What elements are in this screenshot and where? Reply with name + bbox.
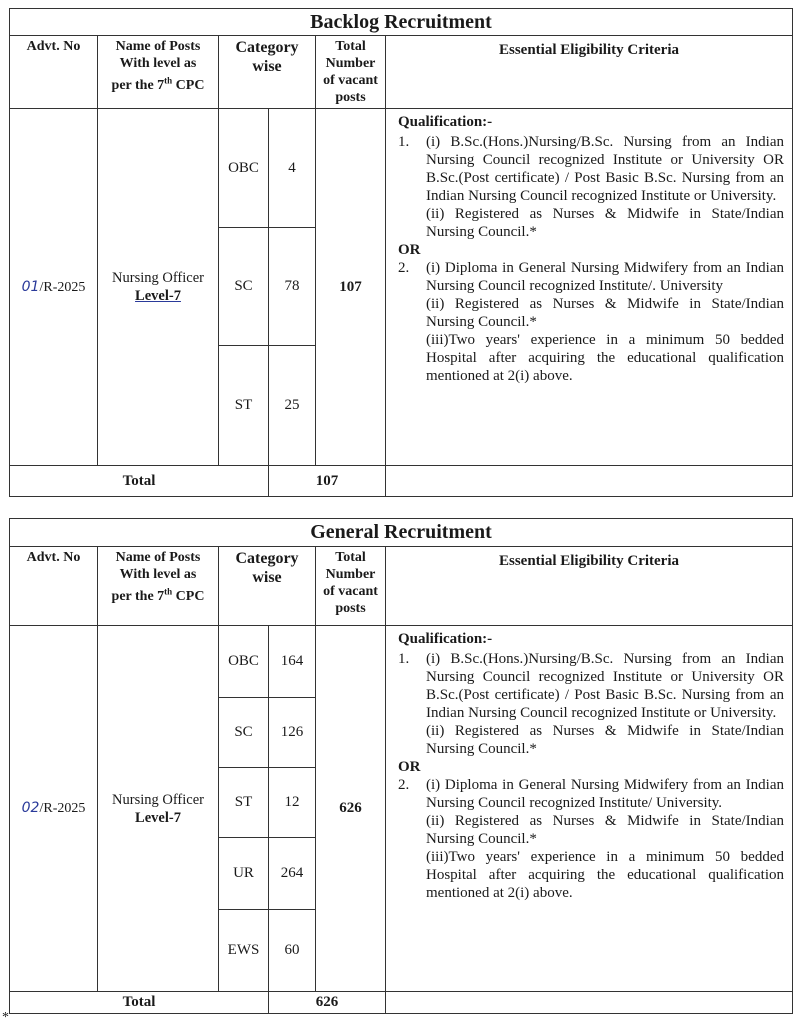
header-name-of-posts: Name of Posts With level as per the 7th CPC (98, 36, 219, 109)
header-category-wise: Category wise (219, 36, 316, 109)
category-count: 60 (269, 910, 316, 992)
total-value: 626 (269, 992, 386, 1014)
eligibility-criteria: Qualification:- 1. (i) B.Sc.(Hons.)Nursing/B.Sc. Nursing from an Indian Nursing Council recognized Institute or University OR B.Sc.(Post certificate) / Post Basic B.Sc. Nursing from an Indian Nursing Council recognized Institute or University. (ii) Registered as Nurses & Midwife in State/Indian Nursing Council.* OR 2. (i) Diploma in General Nursing Midwifery from an Indian Nursing Council recognized Institute/ University. (ii) Registered as Nurses & Midwife in State/Indian Nursing Council.* (iii)Two years' experience in a minimum 50 bedded Hospital after acquiring the educational qualification mentioned at 2(i) above. (386, 626, 793, 992)
total-empty-cell (386, 992, 793, 1014)
category-count: 164 (269, 626, 316, 698)
category-name: SC (219, 698, 269, 768)
category-count: 12 (269, 768, 316, 838)
category-count: 126 (269, 698, 316, 768)
category-name: SC (219, 228, 269, 346)
category-name: OBC (219, 109, 269, 228)
category-count: 4 (269, 109, 316, 228)
total-value: 107 (269, 466, 386, 497)
advt-number: 01/R-2025 (10, 109, 98, 466)
total-label: Total (10, 992, 269, 1014)
header-total-vacant: Total Number of vacant posts (316, 547, 386, 626)
header-eligibility-criteria: Essential Eligibility Criteria (386, 36, 793, 109)
header-total-vacant: Total Number of vacant posts (316, 36, 386, 109)
general-title: General Recruitment (10, 519, 793, 547)
footnote-asterisk: * (2, 1010, 9, 1025)
category-count: 264 (269, 838, 316, 910)
header-category-wise: Category wise (219, 547, 316, 626)
category-count: 25 (269, 346, 316, 466)
total-vacant-posts: 107 (316, 109, 386, 466)
category-name: EWS (219, 910, 269, 992)
category-name: ST (219, 768, 269, 838)
general-recruitment-table (9, 518, 793, 1014)
backlog-recruitment-table (9, 8, 793, 497)
handwritten-advt-prefix: 01 (21, 278, 40, 295)
post-name: Nursing Officer Level-7 (98, 109, 219, 466)
category-name: OBC (219, 626, 269, 698)
category-name: ST (219, 346, 269, 466)
header-eligibility-criteria: Essential Eligibility Criteria (386, 547, 793, 626)
total-vacant-posts: 626 (316, 626, 386, 992)
header-name-of-posts: Name of Posts With level as per the 7th CPC (98, 547, 219, 626)
total-empty-cell (386, 466, 793, 497)
backlog-title: Backlog Recruitment (10, 9, 793, 36)
advt-number: 02/R-2025 (10, 626, 98, 992)
category-count: 78 (269, 228, 316, 346)
handwritten-advt-prefix: 02 (21, 800, 40, 816)
category-name: UR (219, 838, 269, 910)
header-advt-no: Advt. No (10, 547, 98, 626)
total-label: Total (10, 466, 269, 497)
post-name: Nursing Officer Level-7 (98, 626, 219, 992)
eligibility-criteria: Qualification:- 1. (i) B.Sc.(Hons.)Nursing/B.Sc. Nursing from an Indian Nursing Council recognized Institute or University OR B.Sc.(Post certificate) / Post Basic B.Sc. Nursing from an Indian Nursing Council recognized Institute or University. (ii) Registered as Nurses & Midwife in State/Indian Nursing Council.* OR 2. (i) Diploma in General Nursing Midwifery from an Indian Nursing Council recognized Institute/. University (ii) Registered as Nurses & Midwife in State/Indian Nursing Council.* (iii)Two years' experience in a minimum 50 bedded Hospital after acquiring the educational qualification mentioned at 2(i) above. (386, 109, 793, 466)
header-advt-no: Advt. No (10, 36, 98, 109)
